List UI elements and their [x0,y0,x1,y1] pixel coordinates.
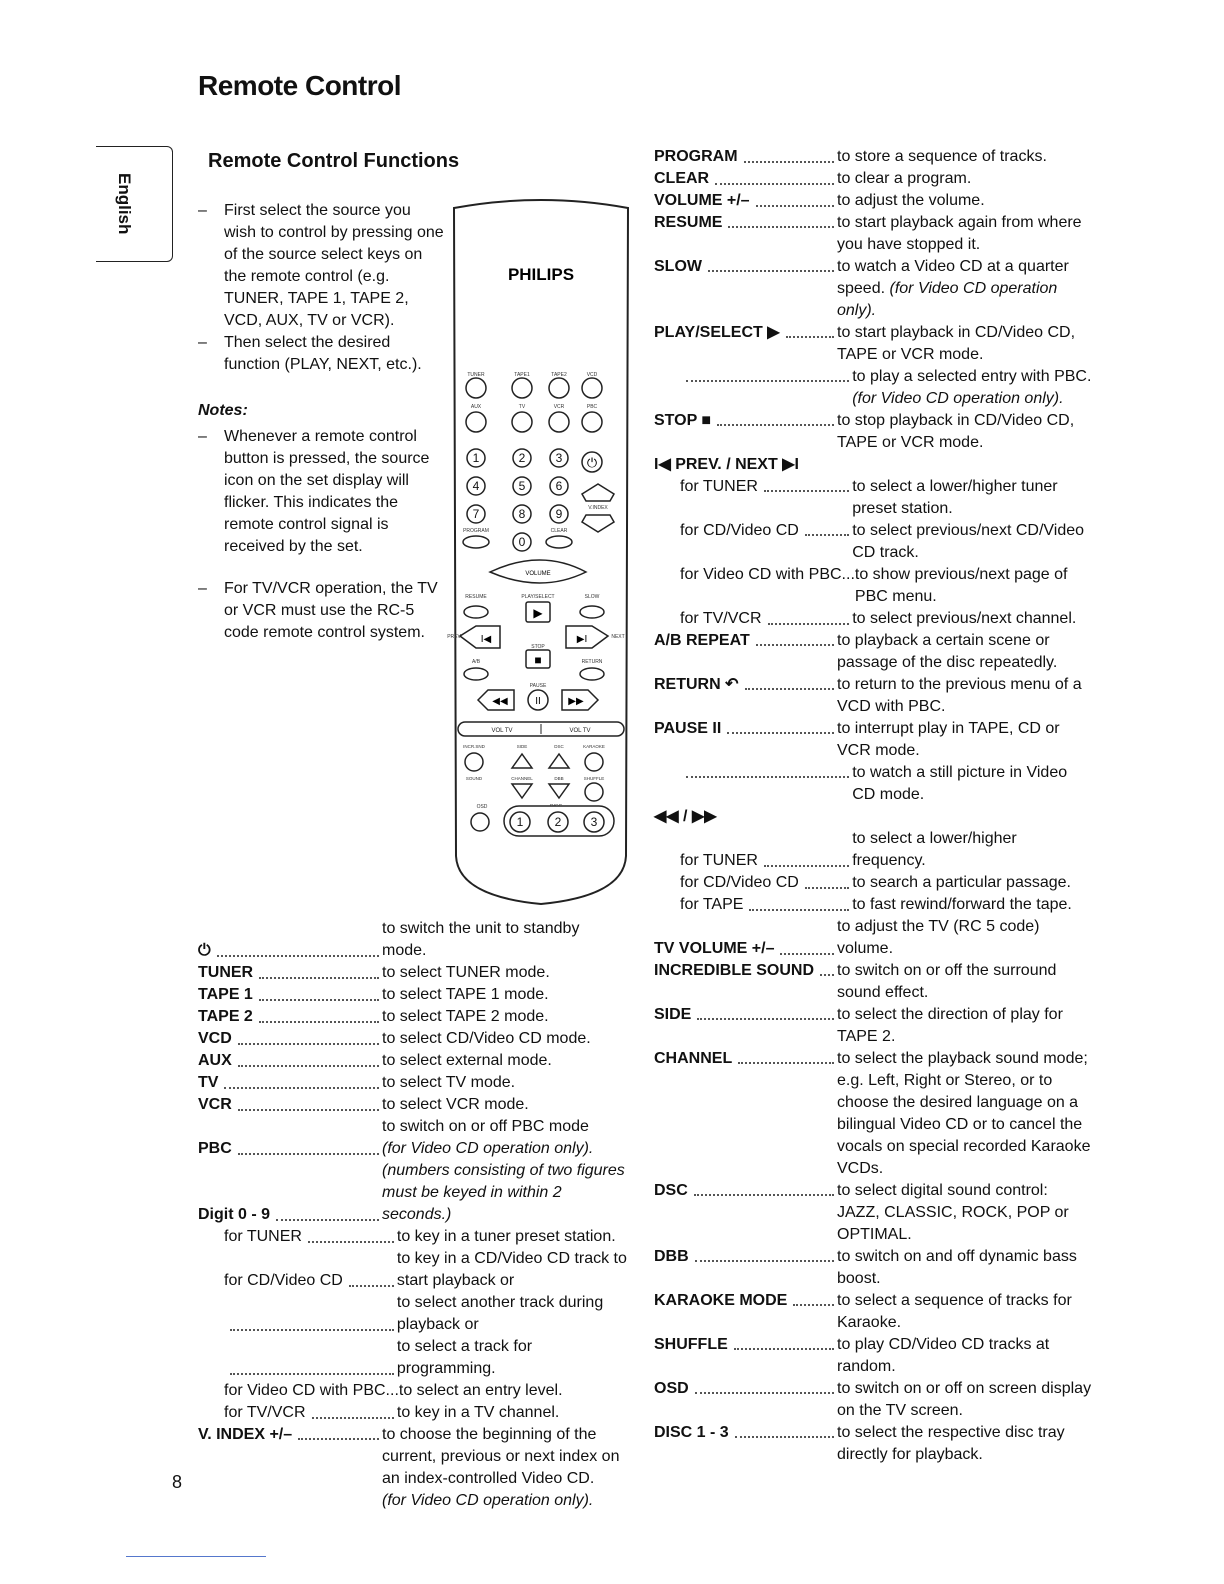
list-item [654,168,1094,190]
function-desc: to select previous/next channel. [852,610,1077,627]
list-item [654,410,1094,454]
clear-button [546,536,572,548]
tv-volume-plus-label: VOL TV [569,728,591,734]
function-desc: to playback a certain scene or passage of the disc repeatedly. [837,632,1058,671]
function-desc: (numbers consisting of two figures must be keyed in within 2 seconds.) [382,1162,625,1223]
function-desc: to select TUNER mode. [382,964,550,981]
list-item [198,1248,628,1292]
function-desc: to search a particular passage. [852,874,1071,891]
list-item [198,1116,628,1160]
list-item [198,1028,628,1050]
list-item [198,1072,628,1094]
desc-text: to choose the beginning of the current, previous or next index on an index-controlled Video CD. [382,1426,620,1487]
function-desc: to fast rewind/forward the tape. [852,896,1072,913]
intro-item: – First select the source you wish to control by pressing one of the source select keys on the remote control (e.g. TUNER, TAPE 1, TAPE 2, VCD, AUX, TV or VCR). [198,200,446,332]
return-button [580,668,604,680]
digit-label: 1 [472,451,480,465]
remote-label: VOLUME [525,571,551,577]
list-item [654,190,1094,212]
function-key: I◀ PREV. / NEXT ▶I [654,456,799,473]
function-key: SHUFFLE [654,1336,728,1353]
function-subkey: for TV/VCR [680,610,762,627]
function-key: V. INDEX +/– [198,1426,293,1443]
digit-label: 0 [518,535,526,549]
remote-label: PREV [447,634,461,640]
remote-label: NEXT [611,634,625,640]
function-key: OSD [654,1380,689,1397]
desc-text: to play a selected entry with PBC. [852,368,1092,385]
digit-label: 9 [555,507,563,521]
remote-label: RETURN [581,659,603,665]
list-item [654,718,1094,762]
function-key: RETURN ↶ [654,676,739,693]
function-desc: to select the respective disc tray directly for playback. [837,1424,1065,1463]
remote-label: CLEAR [550,528,568,534]
remote-label: TAPE1 [514,372,530,378]
function-desc: to start playback in CD/Video CD, TAPE or VCR mode. [837,324,1076,363]
incredible-sound-button [465,753,483,771]
list-item [654,564,1094,608]
function-desc: to key in a CD/Video CD track to start playback or [396,1250,627,1289]
list-item [654,1048,1094,1180]
disc-number: 3 [590,815,598,829]
list-item [654,916,1094,960]
function-key: KARAOKE MODE [654,1292,788,1309]
footer-rule [126,1556,266,1557]
page-title: Remote Control [198,70,401,101]
list-item [654,322,1094,366]
function-desc [382,1116,628,1160]
function-desc: to select TAPE 1 mode. [382,986,549,1003]
aux-button [466,412,486,432]
pbc-button [582,412,602,432]
digit-label: 3 [555,451,563,465]
function-key: DISC 1 - 3 [654,1424,729,1441]
list-item [198,1094,628,1116]
function-subkey: for Video CD with PBC...to select an entry level. [224,1382,563,1399]
remote-label: DSC [554,744,564,749]
vcd-button [582,378,602,398]
function-key: SLOW [654,258,702,275]
function-desc: to return to the previous menu of a VCD with PBC. [837,676,1082,715]
function-desc: to select previous/next CD/Video CD track. [852,522,1085,561]
function-key: INCREDIBLE SOUND [654,962,815,979]
list-item [654,476,1094,520]
desc-note: (for Video CD operation only). [382,1140,594,1157]
remote-label: SLOW [584,594,600,600]
page-number: 8 [172,1472,183,1492]
remote-label: SOUND [465,776,483,781]
list-item [198,1380,628,1402]
play-icon: ▶ [533,606,543,620]
function-subkey: for CD/Video CD [680,522,799,539]
tape1-button [512,378,532,398]
list-item [654,762,1094,806]
function-desc: to select digital sound control: JAZZ, CLASSIC, ROCK, POP or OPTIMAL. [837,1182,1069,1243]
tv-button [512,412,532,432]
function-key: TUNER [198,964,254,981]
function-key: CLEAR [654,170,710,187]
list-item [198,1050,628,1072]
remote-label: SHUFFLE [583,776,605,781]
desc-text: to switch on or off PBC mode [382,1118,589,1135]
vcr-button [549,412,569,432]
function-desc: to select CD/Video CD mode. [382,1030,591,1047]
remote-label: OSD [476,804,488,810]
list-item [654,894,1094,916]
function-subkey: for TUNER [680,478,758,495]
list-item [654,1290,1094,1334]
remote-label: RESUME [465,594,487,600]
intro-text [198,200,446,644]
remote-label: VCD [586,372,598,378]
remote-label: SIDE [516,744,528,749]
function-desc: to watch a still picture in Video CD mode. [852,764,1068,803]
function-list-left [198,918,628,1512]
function-key: A/B REPEAT [654,632,750,649]
function-key: PROGRAM [654,148,738,165]
function-desc: to switch on or off the surround sound effect. [837,962,1057,1001]
list-item [654,1246,1094,1290]
remote-label: V.INDEX [588,505,608,511]
pause-icon: II [535,696,541,707]
remote-label: PROGRAM [463,528,489,534]
note-item: – For TV/VCR operation, the TV or VCR must use the RC-5 code remote control system. [198,578,446,644]
language-tab-label: English [115,173,134,235]
function-desc: to select a sequence of tracks for Karaoke. [837,1292,1072,1331]
function-desc [852,366,1094,410]
section-title: Remote Control Functions [208,150,460,172]
tape2-button [549,378,569,398]
function-desc: to clear a program. [837,170,972,187]
function-key: TAPE 2 [198,1008,253,1025]
function-desc: to adjust the TV (RC 5 code) volume. [837,918,1040,957]
list-item [654,520,1094,564]
function-desc: to adjust the volume. [837,192,985,209]
function-subkey: for Video CD with PBC... [680,566,855,583]
list-item [654,256,1094,322]
remote-label: TAPE2 [551,372,567,378]
list-item [198,1226,628,1248]
remote-label: DBB [554,776,564,781]
remote-label: PAUSE [529,683,547,689]
digit-label: 4 [472,479,480,493]
list-item [654,212,1094,256]
language-tab [96,146,173,262]
function-key: STOP ■ [654,412,712,429]
list-item [654,828,1094,872]
list-item [654,1378,1094,1422]
list-item [198,984,628,1006]
program-button [463,536,489,548]
digit-label: 2 [518,451,526,465]
list-item [654,806,1094,828]
list-item [654,1334,1094,1378]
function-desc: to select another track during playback or [396,1294,604,1333]
karaoke-button [585,753,603,771]
remote-label: PLAY/SELECT [521,594,555,600]
list-item [198,1292,628,1336]
list-item [654,1180,1094,1246]
tuner-button [466,378,486,398]
function-desc: to switch the unit to standby mode. [382,920,580,959]
next-icon: ▶I [576,634,588,645]
function-key: DSC [654,1182,688,1199]
list-item [654,1422,1094,1466]
function-desc: to interrupt play in TAPE, CD or VCR mode. [837,720,1060,759]
function-subkey: for TAPE [680,896,744,913]
function-desc: to select VCR mode. [382,1096,529,1113]
note-item: – Whenever a remote control button is pressed, the source icon on the set display will flicker. This indicates the remote control signal is received by the set. [198,426,446,558]
function-key: PAUSE II [654,720,722,737]
desc-note: (for Video CD operation only). [382,1492,594,1509]
osd-button [471,813,489,831]
remote-label: KARAOKE [583,744,605,749]
function-desc: to select a lower/higher tuner preset station. [852,478,1058,517]
disc-number: 1 [516,815,524,829]
desc-note: (for Video CD operation only). [852,390,1064,407]
function-key: ◀◀ / ▶▶ [654,808,717,825]
remote-label: INCR.SND [463,744,485,749]
forward-icon: ▶▶ [568,696,584,707]
resume-button [464,606,488,618]
stop-icon: ■ [534,653,542,667]
function-subkey: for TUNER [224,1228,302,1245]
function-key: TV [198,1074,219,1091]
desc-text: to watch a Video CD at a quarter speed. [837,258,1069,297]
list-item [198,1006,628,1028]
remote-label: TUNER [467,372,485,378]
function-key: AUX [198,1052,232,1069]
function-subkey: for CD/Video CD [224,1272,343,1289]
list-item [654,1004,1094,1048]
list-item [654,366,1094,410]
function-desc: to play CD/Video CD tracks at random. [837,1336,1050,1375]
digit-label: 8 [518,507,526,521]
list-item [198,1160,628,1226]
rewind-icon: ◀◀ [492,696,508,707]
list-item [654,960,1094,1004]
list-item [654,630,1094,674]
list-item [198,1402,628,1424]
function-desc: to select a track for programming. [396,1338,533,1377]
function-key: VCR [198,1096,232,1113]
intro-item: – Then select the desired function (PLAY, NEXT, etc.). [198,332,446,376]
remote-label: CHANNEL [511,776,533,781]
function-key: TAPE 1 [198,986,253,1003]
function-key: Digit 0 - 9 [198,1206,271,1223]
tv-volume-minus-label: VOL TV [491,728,513,734]
function-desc: to stop playback in CD/Video CD, TAPE or VCR mode. [837,412,1075,451]
shuffle-button [585,783,603,801]
list-item [654,454,1094,476]
function-key: DBB [654,1248,689,1265]
function-key: RESUME [654,214,723,231]
list-item [198,962,628,984]
function-desc: to select TV mode. [382,1074,516,1091]
remote-label: AUX [470,404,482,410]
disc-number: 2 [554,815,562,829]
list-item [198,918,628,962]
remote-brand: PHILIPS [507,265,575,284]
list-item [198,1424,628,1512]
function-key: TV VOLUME +/– [654,940,775,957]
remote-label: VCR [553,404,565,410]
function-desc: to select the direction of play for TAPE 2. [837,1006,1063,1045]
function-key: CHANNEL [654,1050,733,1067]
slow-button [580,606,604,618]
function-desc: to key in a tuner preset station. [396,1228,616,1245]
digit-label: 7 [472,507,480,521]
ab-repeat-button [464,668,488,680]
function-desc: to store a sequence of tracks. [837,148,1047,165]
function-key: SIDE [654,1006,692,1023]
remote-label: A/B [471,659,481,665]
function-desc: to start playback again from where you have stopped it. [837,214,1082,253]
function-desc: to select a lower/higher frequency. [852,830,1017,869]
digit-label: 6 [555,479,563,493]
notes-title: Notes: [198,402,248,419]
list-item [654,674,1094,718]
remote-label: STOP [531,644,545,650]
list-item [654,146,1094,168]
function-desc: to switch on and off dynamic bass boost. [837,1248,1077,1287]
remote-label: TV [518,404,526,410]
function-desc: to key in a TV channel. [396,1404,560,1421]
function-desc: to select external mode. [382,1052,552,1069]
prev-icon: I◀ [480,634,492,645]
function-list-right [654,146,1094,1466]
remote-label: PBC [586,404,598,410]
power-icon: ⏻ [586,455,598,470]
standby-icon: ⏻ [198,942,211,959]
function-desc: to show previous/next page of PBC menu. [854,566,1068,605]
list-item [198,1336,628,1380]
function-desc [837,256,1094,322]
function-key: VOLUME +/– [654,192,750,209]
function-desc [382,1424,628,1512]
function-key: VCD [198,1030,232,1047]
function-desc: to select the playback sound mode; e.g. Left, Right or Stereo, or to choose the desired language on a bilingual Video CD or to cancel the vocals on special recorded Karaoke VCDs. [837,1050,1091,1177]
function-subkey: for CD/Video CD [680,874,799,891]
function-subkey: for TV/VCR [224,1404,306,1421]
list-item [654,608,1094,630]
function-desc: to select TAPE 2 mode. [382,1008,549,1025]
function-key: PLAY/SELECT ▶ [654,324,780,341]
digit-label: 5 [518,479,526,493]
list-item [654,872,1094,894]
desc-note: (for Video CD operation only). [837,280,1058,319]
function-key: PBC [198,1140,232,1157]
function-subkey: for TUNER [680,852,758,869]
remote-control-illustration [446,196,636,916]
function-desc: to switch on or off on screen display on the TV screen. [837,1380,1092,1419]
